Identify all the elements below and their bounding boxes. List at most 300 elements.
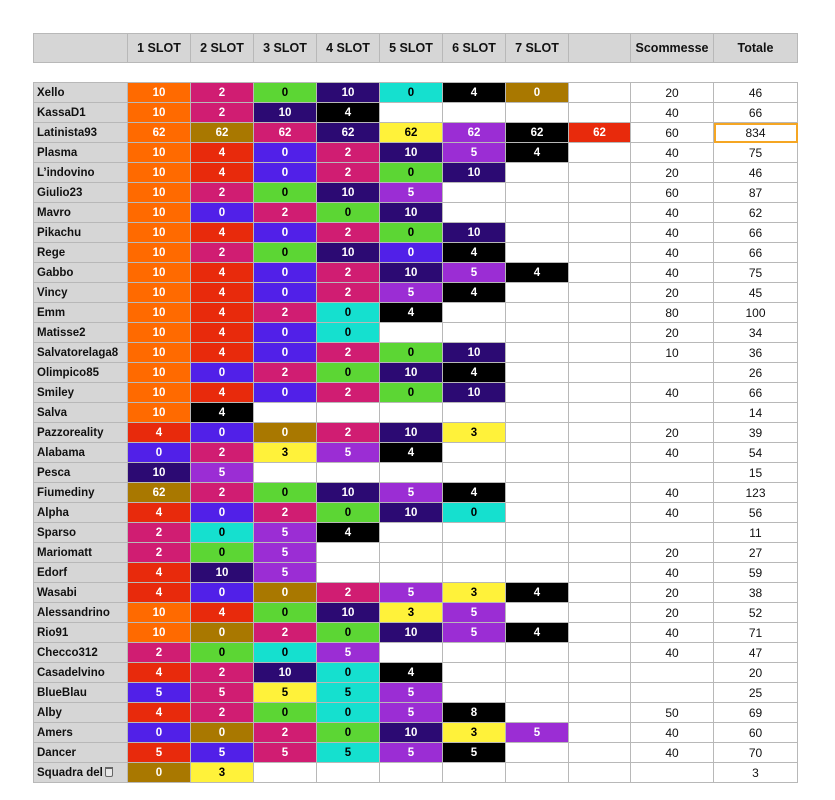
empty-cell[interactable] bbox=[569, 343, 631, 363]
empty-cell[interactable] bbox=[569, 603, 631, 623]
empty-cell[interactable] bbox=[506, 423, 569, 443]
empty-cell[interactable] bbox=[443, 323, 506, 343]
slot-cell[interactable]: 62 bbox=[254, 123, 317, 143]
totale-cell[interactable]: 70 bbox=[714, 743, 798, 763]
totale-cell[interactable]: 66 bbox=[714, 243, 798, 263]
slot-cell[interactable]: 0 bbox=[128, 763, 191, 783]
empty-cell[interactable] bbox=[506, 383, 569, 403]
scommesse-cell[interactable]: 20 bbox=[631, 423, 714, 443]
slot-cell[interactable]: 5 bbox=[443, 623, 506, 643]
slot-cell[interactable]: 0 bbox=[128, 723, 191, 743]
slot-cell[interactable]: 0 bbox=[191, 623, 254, 643]
slot-cell[interactable]: 2 bbox=[191, 83, 254, 103]
scommesse-cell[interactable] bbox=[631, 663, 714, 683]
slot-cell[interactable]: 5 bbox=[317, 683, 380, 703]
totale-cell[interactable]: 52 bbox=[714, 603, 798, 623]
empty-cell[interactable] bbox=[569, 583, 631, 603]
totale-cell[interactable]: 47 bbox=[714, 643, 798, 663]
player-name-cell[interactable] bbox=[34, 443, 128, 463]
empty-cell[interactable] bbox=[380, 543, 443, 563]
slot-cell[interactable]: 4 bbox=[317, 103, 380, 123]
slot-cell[interactable]: 0 bbox=[506, 83, 569, 103]
slot-cell[interactable]: 10 bbox=[128, 183, 191, 203]
slot-cell[interactable]: 5 bbox=[380, 683, 443, 703]
slot-cell[interactable]: 10 bbox=[317, 183, 380, 203]
slot-cell[interactable]: 0 bbox=[254, 583, 317, 603]
slot-cell[interactable]: 5 bbox=[317, 743, 380, 763]
slot-cell[interactable]: 5 bbox=[254, 523, 317, 543]
slot-cell[interactable]: 2 bbox=[191, 663, 254, 683]
slot-cell[interactable]: 3 bbox=[380, 603, 443, 623]
slot-cell[interactable]: 62 bbox=[128, 123, 191, 143]
slot-cell[interactable]: 5 bbox=[380, 703, 443, 723]
scommesse-cell[interactable]: 60 bbox=[631, 183, 714, 203]
slot-cell[interactable]: 4 bbox=[443, 83, 506, 103]
empty-cell[interactable] bbox=[569, 223, 631, 243]
empty-cell[interactable] bbox=[569, 83, 631, 103]
scommesse-cell[interactable] bbox=[631, 403, 714, 423]
slot-cell[interactable]: 0 bbox=[317, 323, 380, 343]
empty-cell[interactable] bbox=[569, 663, 631, 683]
empty-cell[interactable] bbox=[443, 103, 506, 123]
player-name-cell[interactable] bbox=[34, 183, 128, 203]
empty-cell[interactable] bbox=[506, 523, 569, 543]
slot-cell[interactable]: 2 bbox=[317, 163, 380, 183]
slot-cell[interactable]: 5 bbox=[506, 723, 569, 743]
slot-cell[interactable]: 10 bbox=[128, 343, 191, 363]
player-name-cell[interactable] bbox=[34, 283, 128, 303]
empty-cell[interactable] bbox=[443, 663, 506, 683]
header-cell[interactable]: Totale bbox=[714, 34, 798, 63]
slot-cell[interactable]: 0 bbox=[191, 543, 254, 563]
scommesse-cell[interactable]: 80 bbox=[631, 303, 714, 323]
player-name-cell[interactable] bbox=[34, 143, 128, 163]
slot-cell[interactable]: 0 bbox=[443, 503, 506, 523]
slot-cell[interactable]: 4 bbox=[191, 263, 254, 283]
slot-cell[interactable]: 4 bbox=[191, 603, 254, 623]
scommesse-cell[interactable]: 40 bbox=[631, 723, 714, 743]
header-cell[interactable] bbox=[34, 34, 128, 63]
empty-cell[interactable] bbox=[569, 483, 631, 503]
player-name-cell[interactable] bbox=[34, 703, 128, 723]
slot-cell[interactable]: 0 bbox=[380, 223, 443, 243]
header-cell[interactable]: 1 SLOT bbox=[128, 34, 191, 63]
slot-cell[interactable]: 10 bbox=[128, 143, 191, 163]
scommesse-cell[interactable]: 20 bbox=[631, 603, 714, 623]
slot-cell[interactable]: 3 bbox=[191, 763, 254, 783]
slot-cell[interactable]: 4 bbox=[191, 403, 254, 423]
slot-cell[interactable]: 4 bbox=[443, 483, 506, 503]
slot-cell[interactable]: 0 bbox=[254, 343, 317, 363]
totale-cell[interactable]: 66 bbox=[714, 223, 798, 243]
empty-cell[interactable] bbox=[569, 543, 631, 563]
player-name-cell[interactable] bbox=[34, 83, 128, 103]
player-name-cell[interactable] bbox=[34, 303, 128, 323]
scommesse-cell[interactable]: 20 bbox=[631, 83, 714, 103]
slot-cell[interactable]: 5 bbox=[317, 643, 380, 663]
slot-cell[interactable]: 0 bbox=[191, 203, 254, 223]
slot-cell[interactable]: 2 bbox=[191, 243, 254, 263]
empty-cell[interactable] bbox=[506, 163, 569, 183]
empty-cell[interactable] bbox=[569, 683, 631, 703]
scommesse-cell[interactable]: 40 bbox=[631, 563, 714, 583]
slot-cell[interactable]: 2 bbox=[254, 303, 317, 323]
empty-cell[interactable] bbox=[443, 463, 506, 483]
slot-cell[interactable]: 0 bbox=[317, 503, 380, 523]
slot-cell[interactable]: 5 bbox=[443, 603, 506, 623]
player-name-cell[interactable] bbox=[34, 383, 128, 403]
empty-cell[interactable] bbox=[506, 703, 569, 723]
empty-cell[interactable] bbox=[506, 183, 569, 203]
slot-cell[interactable]: 0 bbox=[317, 623, 380, 643]
empty-cell[interactable] bbox=[569, 183, 631, 203]
empty-cell[interactable] bbox=[317, 763, 380, 783]
empty-cell[interactable] bbox=[569, 623, 631, 643]
totale-cell[interactable]: 75 bbox=[714, 263, 798, 283]
empty-cell[interactable] bbox=[569, 523, 631, 543]
slot-cell[interactable]: 4 bbox=[380, 663, 443, 683]
slot-cell[interactable]: 2 bbox=[254, 723, 317, 743]
player-name-cell[interactable] bbox=[34, 603, 128, 623]
slot-cell[interactable]: 5 bbox=[380, 183, 443, 203]
slot-cell[interactable]: 2 bbox=[128, 643, 191, 663]
scommesse-cell[interactable] bbox=[631, 363, 714, 383]
empty-cell[interactable] bbox=[443, 443, 506, 463]
totale-cell[interactable]: 46 bbox=[714, 83, 798, 103]
empty-cell[interactable] bbox=[443, 543, 506, 563]
scommesse-cell[interactable] bbox=[631, 523, 714, 543]
player-name-cell[interactable] bbox=[34, 423, 128, 443]
slot-cell[interactable]: 10 bbox=[128, 163, 191, 183]
empty-cell[interactable] bbox=[569, 423, 631, 443]
slot-cell[interactable]: 5 bbox=[254, 543, 317, 563]
slot-cell[interactable]: 4 bbox=[443, 283, 506, 303]
scommesse-cell[interactable]: 40 bbox=[631, 643, 714, 663]
totale-cell[interactable]: 54 bbox=[714, 443, 798, 463]
slot-cell[interactable]: 2 bbox=[191, 103, 254, 123]
slot-cell[interactable]: 62 bbox=[317, 123, 380, 143]
empty-cell[interactable] bbox=[569, 143, 631, 163]
totale-cell[interactable]: 75 bbox=[714, 143, 798, 163]
totale-cell[interactable]: 38 bbox=[714, 583, 798, 603]
empty-cell[interactable] bbox=[380, 643, 443, 663]
slot-cell[interactable]: 2 bbox=[317, 423, 380, 443]
player-name-cell[interactable] bbox=[34, 203, 128, 223]
totale-cell[interactable]: 39 bbox=[714, 423, 798, 443]
scommesse-cell[interactable]: 10 bbox=[631, 343, 714, 363]
empty-cell[interactable] bbox=[506, 503, 569, 523]
slot-cell[interactable]: 4 bbox=[380, 303, 443, 323]
header-cell[interactable]: 6 SLOT bbox=[443, 34, 506, 63]
slot-cell[interactable]: 2 bbox=[191, 483, 254, 503]
slot-cell[interactable]: 10 bbox=[380, 423, 443, 443]
scommesse-cell[interactable] bbox=[631, 763, 714, 783]
totale-cell[interactable]: 45 bbox=[714, 283, 798, 303]
slot-cell[interactable]: 10 bbox=[128, 603, 191, 623]
slot-cell[interactable]: 0 bbox=[191, 723, 254, 743]
empty-cell[interactable] bbox=[569, 463, 631, 483]
empty-cell[interactable] bbox=[443, 763, 506, 783]
slot-cell[interactable]: 2 bbox=[191, 183, 254, 203]
empty-cell[interactable] bbox=[506, 203, 569, 223]
slot-cell[interactable]: 10 bbox=[380, 363, 443, 383]
player-name-cell[interactable] bbox=[34, 223, 128, 243]
totale-cell-selected[interactable]: 834 bbox=[714, 123, 798, 143]
slot-cell[interactable]: 0 bbox=[317, 723, 380, 743]
header-cell[interactable] bbox=[569, 34, 631, 63]
slot-cell[interactable]: 10 bbox=[128, 383, 191, 403]
slot-cell[interactable]: 0 bbox=[317, 363, 380, 383]
empty-cell[interactable] bbox=[569, 103, 631, 123]
scommesse-cell[interactable]: 20 bbox=[631, 583, 714, 603]
slot-cell[interactable]: 0 bbox=[254, 263, 317, 283]
slot-cell[interactable]: 10 bbox=[443, 163, 506, 183]
player-name-cell[interactable] bbox=[34, 503, 128, 523]
empty-cell[interactable] bbox=[506, 223, 569, 243]
slot-cell[interactable]: 0 bbox=[191, 583, 254, 603]
scommesse-cell[interactable]: 60 bbox=[631, 123, 714, 143]
slot-cell[interactable]: 10 bbox=[380, 503, 443, 523]
scommesse-cell[interactable]: 20 bbox=[631, 283, 714, 303]
slot-cell[interactable]: 10 bbox=[128, 363, 191, 383]
slot-cell[interactable]: 4 bbox=[443, 363, 506, 383]
player-name-cell[interactable] bbox=[34, 363, 128, 383]
slot-cell[interactable]: 5 bbox=[443, 143, 506, 163]
player-name-cell[interactable] bbox=[34, 243, 128, 263]
empty-cell[interactable] bbox=[506, 283, 569, 303]
slot-cell[interactable]: 10 bbox=[443, 223, 506, 243]
slot-cell[interactable]: 0 bbox=[254, 603, 317, 623]
slot-cell[interactable]: 0 bbox=[380, 163, 443, 183]
slot-cell[interactable]: 0 bbox=[317, 303, 380, 323]
slot-cell[interactable]: 0 bbox=[254, 383, 317, 403]
slot-cell[interactable]: 4 bbox=[506, 583, 569, 603]
empty-cell[interactable] bbox=[569, 503, 631, 523]
empty-cell[interactable] bbox=[254, 763, 317, 783]
player-name-cell[interactable] bbox=[34, 563, 128, 583]
slot-cell[interactable]: 2 bbox=[254, 623, 317, 643]
slot-cell[interactable]: 10 bbox=[317, 483, 380, 503]
slot-cell[interactable]: 4 bbox=[128, 423, 191, 443]
empty-cell[interactable] bbox=[443, 523, 506, 543]
header-cell[interactable]: 3 SLOT bbox=[254, 34, 317, 63]
slot-cell[interactable]: 4 bbox=[128, 663, 191, 683]
totale-cell[interactable]: 66 bbox=[714, 383, 798, 403]
scommesse-cell[interactable]: 20 bbox=[631, 543, 714, 563]
slot-cell[interactable]: 10 bbox=[317, 243, 380, 263]
slot-cell[interactable]: 4 bbox=[128, 563, 191, 583]
slot-cell[interactable]: 5 bbox=[380, 483, 443, 503]
player-name-cell[interactable] bbox=[34, 123, 128, 143]
slot-cell[interactable]: 10 bbox=[128, 463, 191, 483]
slot-cell[interactable]: 4 bbox=[191, 223, 254, 243]
slot-cell[interactable]: 5 bbox=[128, 743, 191, 763]
empty-cell[interactable] bbox=[506, 763, 569, 783]
slot-cell[interactable]: 0 bbox=[380, 383, 443, 403]
slot-cell[interactable]: 0 bbox=[191, 363, 254, 383]
slot-cell[interactable]: 0 bbox=[191, 643, 254, 663]
empty-cell[interactable] bbox=[569, 203, 631, 223]
slot-cell[interactable]: 10 bbox=[380, 203, 443, 223]
empty-cell[interactable] bbox=[380, 563, 443, 583]
empty-cell[interactable] bbox=[443, 203, 506, 223]
empty-cell[interactable] bbox=[254, 463, 317, 483]
slot-cell[interactable]: 0 bbox=[254, 483, 317, 503]
player-name-cell[interactable] bbox=[34, 623, 128, 643]
empty-cell[interactable] bbox=[506, 483, 569, 503]
header-cell[interactable]: 5 SLOT bbox=[380, 34, 443, 63]
slot-cell[interactable]: 4 bbox=[191, 343, 254, 363]
slot-cell[interactable]: 3 bbox=[443, 723, 506, 743]
slot-cell[interactable]: 0 bbox=[380, 343, 443, 363]
slot-cell[interactable]: 10 bbox=[317, 603, 380, 623]
slot-cell[interactable]: 4 bbox=[128, 503, 191, 523]
slot-cell[interactable]: 0 bbox=[128, 443, 191, 463]
empty-cell[interactable] bbox=[506, 323, 569, 343]
empty-cell[interactable] bbox=[569, 243, 631, 263]
empty-cell[interactable] bbox=[443, 403, 506, 423]
slot-cell[interactable]: 10 bbox=[128, 103, 191, 123]
empty-cell[interactable] bbox=[443, 303, 506, 323]
player-name-cell[interactable] bbox=[34, 263, 128, 283]
empty-cell[interactable] bbox=[569, 723, 631, 743]
empty-cell[interactable] bbox=[506, 663, 569, 683]
slot-cell[interactable]: 0 bbox=[317, 703, 380, 723]
totale-cell[interactable]: 26 bbox=[714, 363, 798, 383]
totale-cell[interactable]: 66 bbox=[714, 103, 798, 123]
slot-cell[interactable]: 5 bbox=[191, 683, 254, 703]
slot-cell[interactable]: 5 bbox=[443, 743, 506, 763]
slot-cell[interactable]: 4 bbox=[191, 163, 254, 183]
slot-cell[interactable]: 0 bbox=[317, 663, 380, 683]
player-name-cell[interactable] bbox=[34, 743, 128, 763]
slot-cell[interactable]: 0 bbox=[254, 83, 317, 103]
empty-cell[interactable] bbox=[380, 763, 443, 783]
empty-cell[interactable] bbox=[569, 383, 631, 403]
slot-cell[interactable]: 5 bbox=[254, 683, 317, 703]
slot-cell[interactable]: 0 bbox=[254, 703, 317, 723]
player-name-cell[interactable] bbox=[34, 543, 128, 563]
empty-cell[interactable] bbox=[443, 183, 506, 203]
empty-cell[interactable] bbox=[506, 243, 569, 263]
slot-cell[interactable]: 0 bbox=[254, 163, 317, 183]
empty-cell[interactable] bbox=[506, 303, 569, 323]
slot-cell[interactable]: 0 bbox=[317, 203, 380, 223]
slot-cell[interactable]: 2 bbox=[317, 283, 380, 303]
totale-cell[interactable]: 36 bbox=[714, 343, 798, 363]
empty-cell[interactable] bbox=[569, 263, 631, 283]
slot-cell[interactable]: 10 bbox=[191, 563, 254, 583]
slot-cell[interactable]: 10 bbox=[443, 343, 506, 363]
scommesse-cell[interactable]: 40 bbox=[631, 443, 714, 463]
empty-cell[interactable] bbox=[380, 403, 443, 423]
scommesse-cell[interactable]: 40 bbox=[631, 383, 714, 403]
slot-cell[interactable]: 2 bbox=[191, 703, 254, 723]
slot-cell[interactable]: 5 bbox=[254, 563, 317, 583]
empty-cell[interactable] bbox=[506, 363, 569, 383]
slot-cell[interactable]: 0 bbox=[254, 423, 317, 443]
empty-cell[interactable] bbox=[569, 363, 631, 383]
empty-cell[interactable] bbox=[569, 163, 631, 183]
empty-cell[interactable] bbox=[569, 403, 631, 423]
player-name-cell[interactable] bbox=[34, 343, 128, 363]
slot-cell[interactable]: 62 bbox=[569, 123, 631, 143]
slot-cell[interactable]: 5 bbox=[191, 743, 254, 763]
scommesse-cell[interactable]: 40 bbox=[631, 483, 714, 503]
player-name-cell[interactable] bbox=[34, 403, 128, 423]
slot-cell[interactable]: 10 bbox=[317, 83, 380, 103]
scommesse-cell[interactable]: 40 bbox=[631, 263, 714, 283]
slot-cell[interactable]: 5 bbox=[128, 683, 191, 703]
slot-cell[interactable]: 2 bbox=[254, 503, 317, 523]
slot-cell[interactable]: 62 bbox=[191, 123, 254, 143]
empty-cell[interactable] bbox=[569, 703, 631, 723]
empty-cell[interactable] bbox=[506, 443, 569, 463]
slot-cell[interactable]: 2 bbox=[317, 143, 380, 163]
empty-cell[interactable] bbox=[569, 283, 631, 303]
slot-cell[interactable]: 3 bbox=[254, 443, 317, 463]
empty-cell[interactable] bbox=[317, 563, 380, 583]
slot-cell[interactable]: 4 bbox=[191, 323, 254, 343]
empty-cell[interactable] bbox=[569, 323, 631, 343]
scommesse-cell[interactable]: 40 bbox=[631, 623, 714, 643]
empty-cell[interactable] bbox=[569, 563, 631, 583]
slot-cell[interactable]: 10 bbox=[380, 263, 443, 283]
slot-cell[interactable]: 8 bbox=[443, 703, 506, 723]
empty-cell[interactable] bbox=[506, 643, 569, 663]
player-name-cell[interactable] bbox=[34, 483, 128, 503]
slot-cell[interactable]: 4 bbox=[191, 303, 254, 323]
scommesse-cell[interactable]: 40 bbox=[631, 503, 714, 523]
slot-cell[interactable]: 10 bbox=[128, 83, 191, 103]
slot-cell[interactable]: 5 bbox=[380, 743, 443, 763]
slot-cell[interactable]: 10 bbox=[128, 263, 191, 283]
totale-cell[interactable]: 15 bbox=[714, 463, 798, 483]
player-name-cell[interactable] bbox=[34, 763, 128, 783]
empty-cell[interactable] bbox=[506, 103, 569, 123]
scommesse-cell[interactable]: 40 bbox=[631, 223, 714, 243]
slot-cell[interactable]: 0 bbox=[254, 643, 317, 663]
slot-cell[interactable]: 0 bbox=[191, 423, 254, 443]
empty-cell[interactable] bbox=[569, 303, 631, 323]
totale-cell[interactable]: 14 bbox=[714, 403, 798, 423]
slot-cell[interactable]: 2 bbox=[128, 543, 191, 563]
slot-cell[interactable]: 4 bbox=[380, 443, 443, 463]
player-name-cell[interactable] bbox=[34, 643, 128, 663]
scommesse-cell[interactable]: 50 bbox=[631, 703, 714, 723]
totale-cell[interactable]: 60 bbox=[714, 723, 798, 743]
totale-cell[interactable]: 34 bbox=[714, 323, 798, 343]
totale-cell[interactable]: 87 bbox=[714, 183, 798, 203]
slot-cell[interactable]: 0 bbox=[254, 283, 317, 303]
empty-cell[interactable] bbox=[380, 323, 443, 343]
totale-cell[interactable]: 20 bbox=[714, 663, 798, 683]
slot-cell[interactable]: 5 bbox=[317, 443, 380, 463]
slot-cell[interactable]: 2 bbox=[317, 343, 380, 363]
slot-cell[interactable]: 4 bbox=[506, 623, 569, 643]
totale-cell[interactable]: 56 bbox=[714, 503, 798, 523]
empty-cell[interactable] bbox=[254, 403, 317, 423]
slot-cell[interactable]: 5 bbox=[443, 263, 506, 283]
player-name-cell[interactable] bbox=[34, 163, 128, 183]
slot-cell[interactable]: 3 bbox=[443, 583, 506, 603]
slot-cell[interactable]: 10 bbox=[128, 323, 191, 343]
totale-cell[interactable]: 69 bbox=[714, 703, 798, 723]
slot-cell[interactable]: 4 bbox=[506, 263, 569, 283]
slot-cell[interactable]: 10 bbox=[380, 723, 443, 743]
slot-cell[interactable]: 4 bbox=[191, 143, 254, 163]
slot-cell[interactable]: 5 bbox=[254, 743, 317, 763]
